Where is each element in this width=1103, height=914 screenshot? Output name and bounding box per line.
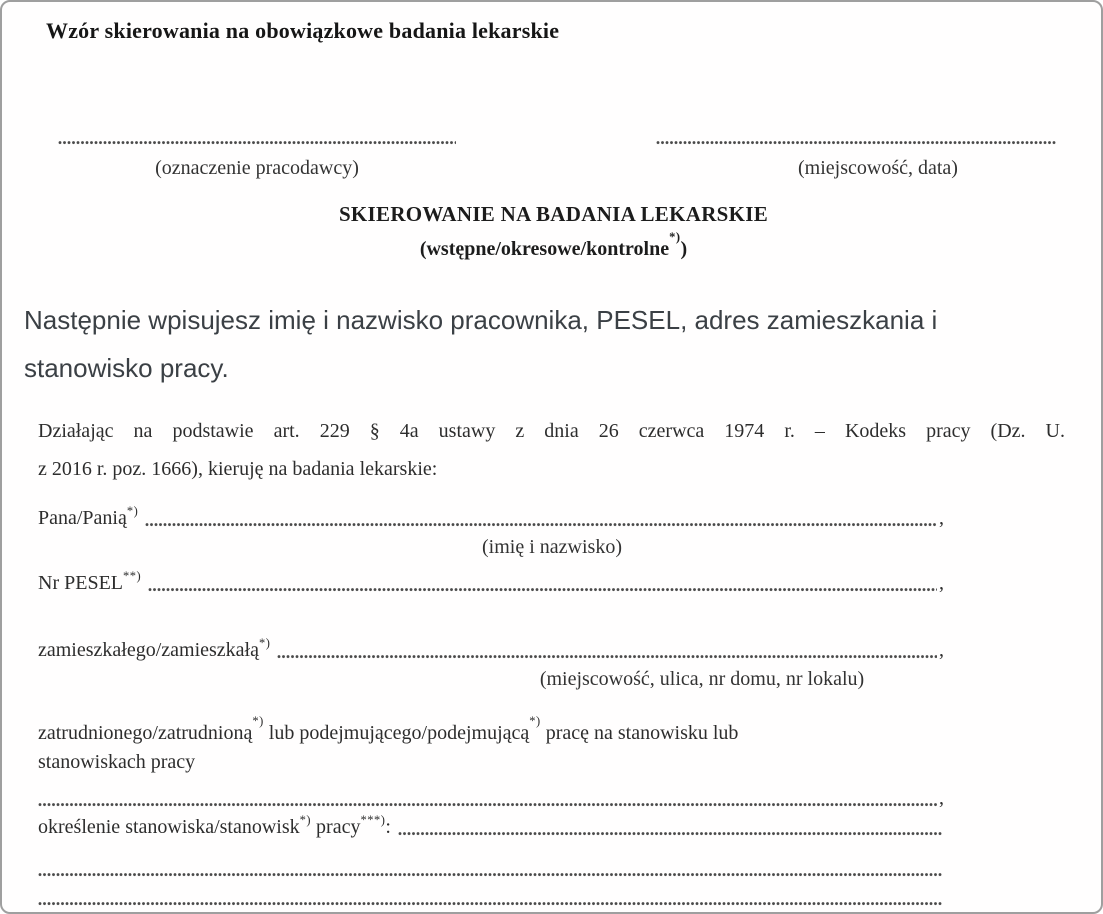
form-heading: SKIEROWANIE NA BADANIA LEKARSKIE	[338, 202, 769, 226]
form-subheading-close-paren: )	[680, 238, 688, 260]
name-fill-line	[145, 522, 937, 527]
employment-seg1: zatrudnionego/zatrudnioną	[38, 722, 253, 744]
instruction-note-line-1: Następnie wpisujesz imię i nazwisko pracownika, PESEL, adres zamieszkania i	[24, 305, 938, 335]
pesel-field-label: Nr PESEL	[38, 572, 123, 594]
position-footnote-mark-2: ***)	[360, 813, 386, 827]
legal-basis-paragraph	[38, 412, 1065, 488]
position-field-row	[38, 814, 944, 841]
legal-basis-line-1: Działając na podstawie art. 229 § 4a ustawy z dnia 26 czerwca 1974 r. – Kodeks pracy (Dz. U.	[38, 420, 1065, 442]
employment-seg2: lub podejmującego/podejmującą	[263, 722, 530, 744]
position-fill-line	[398, 831, 942, 836]
blank-fill-row	[38, 785, 944, 812]
employment-line-1	[38, 715, 738, 747]
pesel-trailing-comma: ,	[939, 572, 944, 594]
blank-fill-line	[38, 802, 937, 807]
extra-fill-line-1	[38, 872, 942, 877]
form-subheading	[2, 230, 1103, 261]
employment-seg3: pracę na stanowisku lub	[540, 722, 739, 744]
address-field-label: zamieszkałego/zamieszkałą	[38, 639, 259, 661]
position-footnote-mark-1: *)	[299, 813, 312, 827]
form-subheading-text: (wstępne/okresowe/kontrolne	[419, 238, 670, 260]
legal-basis-line-2: z 2016 r. poz. 1666), kieruję na badania lekarskie:	[38, 458, 438, 480]
blank-fill-trailing-comma: ,	[939, 787, 944, 809]
address-trailing-comma: ,	[939, 639, 944, 661]
place-date-fill-line	[656, 140, 1056, 145]
position-field-label-2: pracy	[311, 816, 361, 838]
page-title: Wzór skierowania na obowiązkowe badania lekarskie	[46, 18, 560, 43]
employment-footnote-mark-1: *)	[252, 714, 264, 728]
employer-caption: (oznaczenie pracodawcy)	[155, 157, 359, 179]
address-field-row	[38, 637, 944, 664]
address-fill-line	[277, 654, 937, 659]
instruction-note-line-2: stanowisko pracy.	[24, 353, 229, 383]
instruction-note	[24, 296, 1034, 392]
name-trailing-comma: ,	[939, 507, 944, 529]
address-caption: (miejscowość, ulica, nr domu, nr lokalu)	[539, 668, 865, 690]
position-field-label-1: określenie stanowiska/stanowisk	[38, 816, 300, 838]
place-date-caption: (miejscowość, data)	[798, 157, 958, 179]
name-footnote-mark: *)	[126, 504, 139, 518]
address-footnote-mark: *)	[259, 636, 271, 650]
employer-fill-line	[58, 140, 456, 145]
form-subheading-footnote-mark: *)	[669, 230, 681, 244]
pesel-fill-line	[148, 587, 937, 592]
pesel-field-row	[38, 570, 944, 597]
name-caption: (imię i nazwisko)	[482, 536, 622, 558]
extra-fill-line-2	[38, 901, 942, 906]
employment-footnote-mark-2: *)	[529, 714, 541, 728]
pesel-footnote-mark: **)	[123, 569, 142, 583]
employment-line-2: stanowiskach pracy	[38, 751, 196, 773]
position-colon: :	[385, 816, 391, 838]
name-field-row	[38, 505, 944, 532]
name-field-label: Pana/Panią	[38, 507, 127, 529]
